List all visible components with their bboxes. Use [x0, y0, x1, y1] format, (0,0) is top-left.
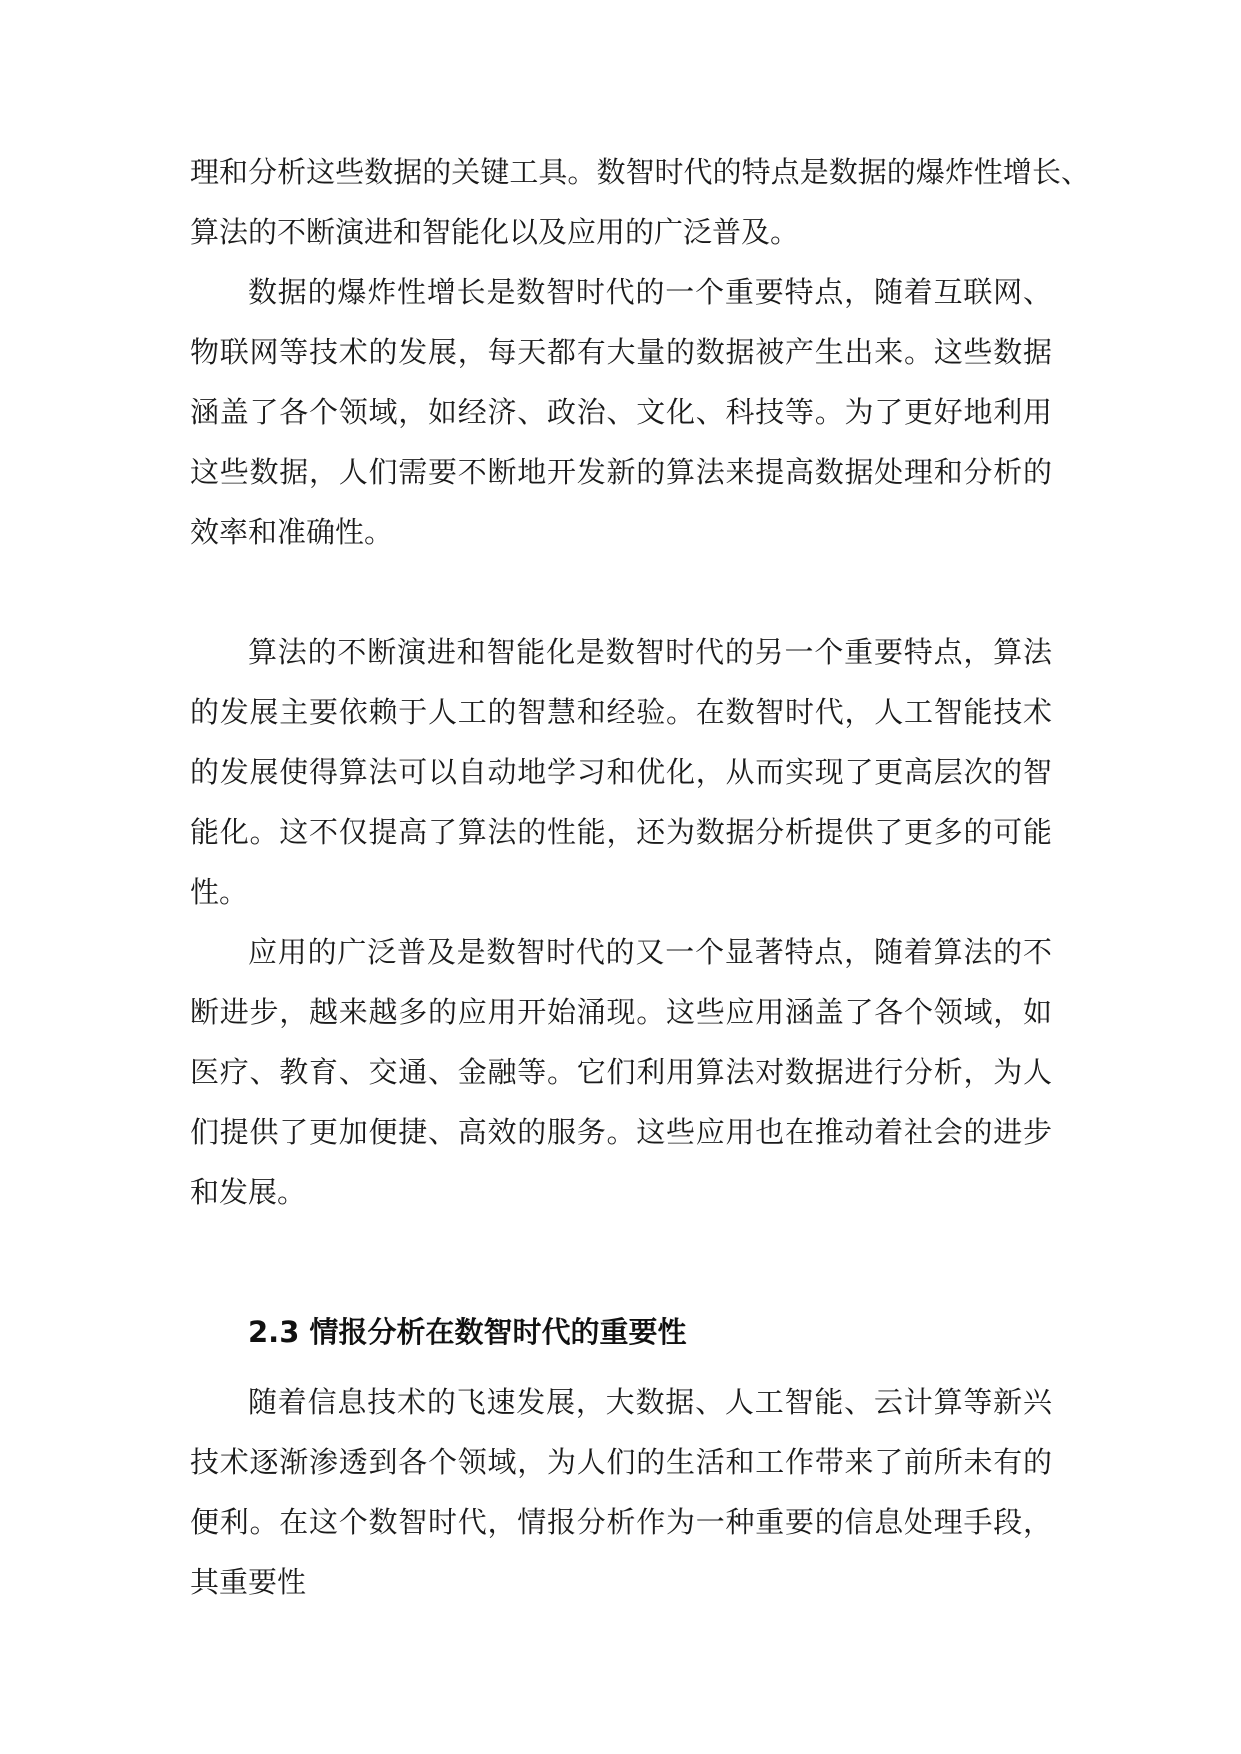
paragraph-application-spread [190, 922, 1052, 1222]
paragraph-continuation [190, 142, 1090, 262]
paragraph-algorithm-evolution [190, 622, 1052, 922]
paragraph-text: 应用的广泛普及是数智时代的又一个显著特点，随着算法的不断进步，越来越多的应用开始涌现。这些应用涵盖了各个领域，如医疗、教育、交通、金融等。它们利用算法对数据进行分析，为人们提供了更加便捷、高效的服务。这些应用也在推动着社会的进步和发展。 [190, 935, 1052, 1209]
paragraph-text: 理和分析这些数据的关键工具。数智时代的特点是数据的爆炸性增长、算法的不断演进和智能化以及应用的广泛普及。 [190, 155, 1090, 249]
paragraph-intelligence-analysis [190, 1372, 1052, 1612]
paragraph-text: 随着信息技术的飞速发展，大数据、人工智能、云计算等新兴技术逐渐渗透到各个领域，为人们的生活和工作带来了前所未有的便利。在这个数智时代，情报分析作为一种重要的信息处理手段，其重要性 [190, 1385, 1052, 1599]
paragraph-text: 算法的不断演进和智能化是数智时代的另一个重要特点，算法的发展主要依赖于人工的智慧和经验。在数智时代，人工智能技术的发展使得算法可以自动地学习和优化，从而实现了更高层次的智能化。这不仅提高了算法的性能，还为数据分析提供了更多的可能性。 [190, 635, 1052, 909]
section-heading: 2.3 情报分析在数智时代的重要性 [248, 1315, 687, 1349]
paragraph-text: 数据的爆炸性增长是数智时代的一个重要特点，随着互联网、物联网等技术的发展，每天都有大量的数据被产生出来。这些数据涵盖了各个领域，如经济、政治、文化、科技等。为了更好地利用这些数据，人们需要不断地开发新的算法来提高数据处理和分析的效率和准确性。 [190, 275, 1052, 549]
paragraph-data-growth [190, 262, 1052, 562]
